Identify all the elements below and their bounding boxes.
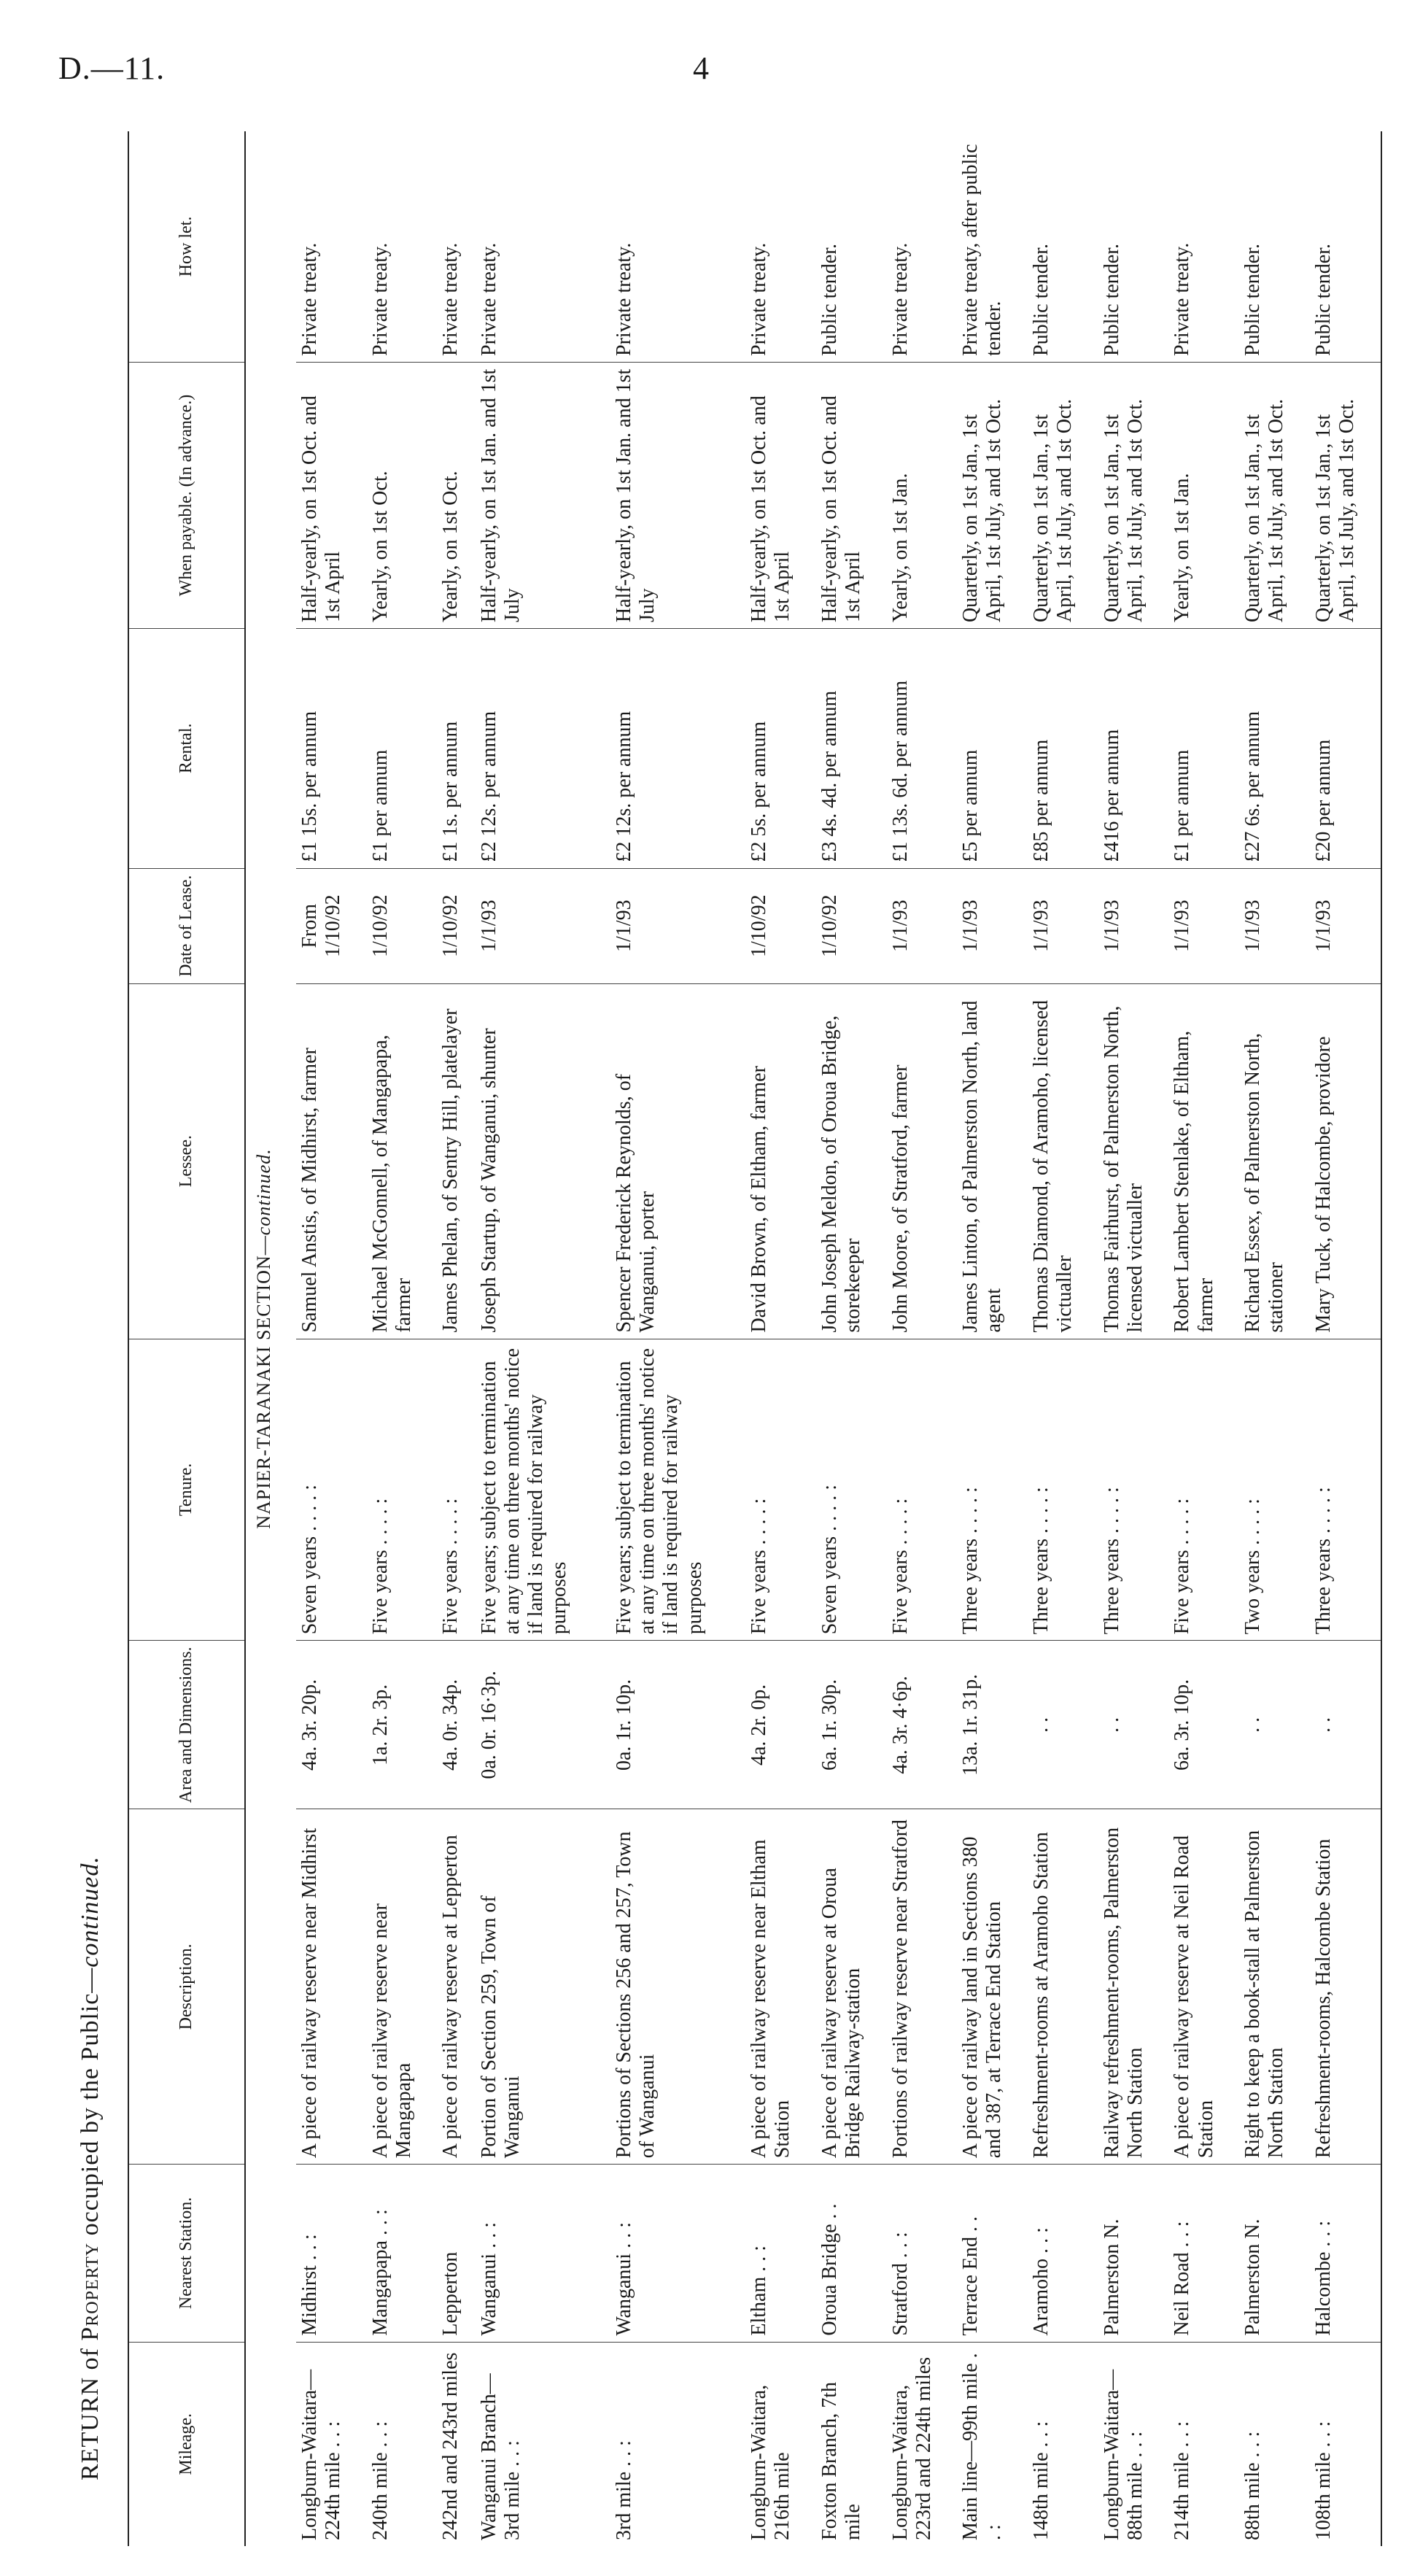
cell-payable: Quarterly, on 1st Jan., 1st April, 1st July, and 1st Oct.	[1098, 362, 1169, 628]
cell-rental: £27 6s. per annum	[1239, 629, 1310, 869]
cell-payable: Half-yearly, on 1st Jan. and 1st July	[476, 362, 610, 628]
cell-howlet: Private treaty.	[887, 131, 958, 362]
cell-station: Neil Road . . :	[1168, 2165, 1239, 2342]
col-header-mileage: Mileage.	[128, 2342, 245, 2546]
cell-station: Oroua Bridge . .	[816, 2165, 887, 2342]
cell-area: 4a. 3r. 20p.	[296, 1641, 367, 1809]
cell-station: Midhirst . . :	[296, 2165, 367, 2342]
col-header-rental: Rental.	[128, 629, 245, 869]
cell-tenure: Five years . . . . :	[745, 1339, 816, 1641]
cell-tenure: Five years . . . . :	[1168, 1339, 1239, 1641]
cell-date: 1/10/92	[367, 868, 438, 983]
cell-rental: £1 13s. 6d. per annum	[887, 629, 958, 869]
col-header-howlet: How let.	[128, 131, 245, 362]
cell-tenure: Five years . . . . :	[367, 1339, 438, 1641]
cell-description: Portion of Section 259, Town of Wanganui	[476, 1809, 610, 2165]
page-reference: D.—11.	[58, 50, 166, 86]
cell-station: Halcombe . . :	[1310, 2165, 1381, 2342]
cell-lessee: Michael McGonnell, of Mangapapa, farmer	[367, 983, 438, 1339]
cell-howlet: Private treaty.	[1168, 131, 1239, 362]
cell-date: 1/10/92	[437, 868, 475, 983]
section-heading-row	[245, 131, 296, 2546]
cell-area: . .	[1098, 1641, 1169, 1809]
table-row	[1028, 131, 1098, 2546]
cell-rental: £5 per annum	[957, 629, 1028, 869]
cell-description: A piece of railway reserve near Mangapapa	[367, 1809, 438, 2165]
cell-howlet: Public tender.	[1310, 131, 1381, 362]
cell-howlet: Private treaty.	[296, 131, 367, 362]
cell-rental: £85 per annum	[1028, 629, 1098, 869]
cell-mileage: Longburn-Waitara—224th mile . . :	[298, 2369, 345, 2540]
cell-date: 1/1/93	[476, 868, 610, 983]
title-property: Property	[77, 2242, 104, 2341]
cell-payable: Half-yearly, on 1st Jan. and 1st July	[610, 362, 745, 628]
col-header-station: Nearest Station.	[128, 2165, 245, 2342]
cell-lessee: Samuel Anstis, of Midhirst, farmer	[296, 983, 367, 1339]
cell-howlet: Private treaty, after public tender.	[957, 131, 1028, 362]
section-name: NAPIER-TARANAKI SECTION—	[253, 1235, 274, 1529]
cell-station: Eltham . . :	[745, 2165, 816, 2342]
cell-station: Palmerston N.	[1239, 2165, 1310, 2342]
table-row	[367, 131, 438, 2546]
cell-area: 4a. 3r. 4·6p.	[887, 1641, 958, 1809]
table-row	[887, 131, 958, 2546]
table-row	[296, 131, 367, 2546]
table-row	[1098, 131, 1169, 2546]
cell-mileage: 3rd mile . . :	[612, 2440, 635, 2540]
cell-description: Portions of Sections 256 and 257, Town of Wanganui	[610, 1809, 745, 2165]
cell-rental: £1 1s. per annum	[437, 629, 475, 869]
cell-station: Terrace End . .	[957, 2165, 1028, 2342]
page-title	[77, 948, 104, 2480]
cell-description: Right to keep a book-stall at Palmerston North Station	[1239, 1809, 1310, 2165]
col-header-payable: When payable. (In advance.)	[128, 362, 245, 628]
cell-payable: Quarterly, on 1st Jan., 1st April, 1st July, and 1st Oct.	[1239, 362, 1310, 628]
cell-description: A piece of railway reserve near Midhirst	[296, 1809, 367, 2165]
cell-payable: Quarterly, on 1st Jan., 1st April, 1st July, and 1st Oct.	[957, 362, 1028, 628]
table-row	[745, 131, 816, 2546]
cell-tenure: Seven years . . . . :	[816, 1339, 887, 1641]
cell-date: From 1/10/92	[296, 868, 367, 983]
cell-description: Refreshment-rooms, Halcombe Station	[1310, 1809, 1381, 2165]
cell-date: 1/1/93	[1310, 868, 1381, 983]
cell-lessee: Spencer Frederick Reynolds, of Wanganui, porter	[610, 983, 745, 1339]
cell-tenure: Two years . . . . :	[1239, 1339, 1310, 1641]
section-continued: continued.	[253, 1148, 274, 1236]
cell-mileage: 214th mile . . :	[1171, 2421, 1194, 2540]
cell-area: 0a. 1r. 10p.	[610, 1641, 745, 1809]
cell-date: 1/1/93	[957, 868, 1028, 983]
cell-tenure: Three years . . . . :	[1098, 1339, 1169, 1641]
cell-payable: Half-yearly, on 1st Oct. and 1st April	[816, 362, 887, 628]
cell-tenure: Five years; subject to termination at any time on three months' notice if land is required for railway purposes	[476, 1339, 610, 1641]
cell-mileage: 108th mile . . :	[1310, 2342, 1381, 2546]
cell-lessee: Robert Lambert Stenlake, of Eltham, farmer	[1168, 983, 1239, 1339]
col-header-date: Date of Lease.	[128, 868, 245, 983]
cell-station: Stratford . . :	[887, 2165, 958, 2342]
cell-area: . .	[1310, 1641, 1381, 1809]
cell-howlet: Private treaty.	[745, 131, 816, 362]
cell-payable: Yearly, on 1st Oct.	[367, 362, 438, 628]
cell-description: Railway refreshment-rooms, Palmerston North Station	[1098, 1809, 1169, 2165]
cell-mileage: 242nd and 243rd miles	[439, 2352, 462, 2540]
cell-area: . .	[1239, 1641, 1310, 1809]
cell-howlet: Private treaty.	[437, 131, 475, 362]
cell-description: Portions of railway reserve near Stratford	[887, 1809, 958, 2165]
cell-lessee: John Joseph Meldon, of Oroua Bridge, storekeeper	[816, 983, 887, 1339]
cell-payable: Yearly, on 1st Jan.	[1168, 362, 1239, 628]
cell-mileage: 148th mile . . :	[1029, 2421, 1052, 2540]
cell-howlet: Private treaty.	[476, 131, 610, 362]
cell-howlet: Private treaty.	[610, 131, 745, 362]
cell-lessee: James Phelan, of Sentry Hill, platelayer	[437, 983, 475, 1339]
cell-lessee: John Moore, of Stratford, farmer	[887, 983, 958, 1339]
cell-rental: £2 5s. per annum	[745, 629, 816, 869]
col-header-tenure: Tenure.	[128, 1339, 245, 1641]
cell-date: 1/1/93	[610, 868, 745, 983]
cell-payable: Half-yearly, on 1st Oct. and 1st April	[296, 362, 367, 628]
cell-mileage: 88th mile . . :	[1241, 2431, 1265, 2540]
cell-station: Wanganui . . :	[610, 2165, 745, 2342]
cell-lessee: Thomas Diamond, of Aramoho, licensed victualler	[1028, 983, 1098, 1339]
cell-rental: £1 per annum	[367, 629, 438, 869]
table-row	[1168, 131, 1239, 2546]
header-row	[128, 131, 245, 2546]
cell-description: A piece of railway reserve at Lepperton	[437, 1809, 475, 2165]
cell-area: . .	[1028, 1641, 1098, 1809]
col-header-description: Description.	[128, 1809, 245, 2165]
cell-date: 1/10/92	[745, 868, 816, 983]
cell-mileage: Main line—99th mile . . :	[959, 2353, 1006, 2540]
cell-date: 1/1/93	[1098, 868, 1169, 983]
cell-payable: Quarterly, on 1st Jan., 1st April, 1st July, and 1st Oct.	[1028, 362, 1098, 628]
cell-mileage: Longburn-Waitara, 216th mile	[748, 2384, 794, 2540]
cell-area: 1a. 2r. 3p.	[367, 1641, 438, 1809]
cell-station: Wanganui . . :	[476, 2165, 610, 2342]
cell-howlet: Public tender.	[1239, 131, 1310, 362]
cell-payable: Yearly, on 1st Jan.	[887, 362, 958, 628]
section-heading	[245, 131, 296, 2546]
cell-payable: Quarterly, on 1st Jan., 1st April, 1st July, and 1st Oct.	[1310, 362, 1381, 628]
cell-tenure: Five years; subject to termination at any time on three months' notice if land is required for railway purposes	[610, 1339, 745, 1641]
cell-rental: £2 12s. per annum	[610, 629, 745, 869]
cell-tenure: Five years . . . . :	[437, 1339, 475, 1641]
cell-station: Palmerston N.	[1098, 2165, 1169, 2342]
table-row	[437, 131, 475, 2546]
cell-area: 13a. 1r. 31p.	[957, 1641, 1028, 1809]
cell-tenure: Seven years . . . . :	[296, 1339, 367, 1641]
cell-howlet: Private treaty.	[367, 131, 438, 362]
cell-tenure: Five years . . . . :	[887, 1339, 958, 1641]
cell-description: A piece of railway reserve near Eltham Station	[745, 1809, 816, 2165]
table-row	[610, 131, 745, 2546]
cell-rental: £20 per annum	[1310, 629, 1381, 869]
table-row	[476, 131, 610, 2546]
cell-mileage: Longburn-Waitara—88th mile . . :	[1100, 2369, 1147, 2540]
cell-mileage: Longburn-Waitara, 223rd and 224th miles	[888, 2356, 935, 2540]
cell-date: 1/1/93	[887, 868, 958, 983]
cell-area: 6a. 3r. 10p.	[1168, 1641, 1239, 1809]
col-header-area: Area and Dimensions.	[128, 1641, 245, 1809]
table-row	[1310, 131, 1381, 2546]
cell-description: Refreshment-rooms at Aramoho Station	[1028, 1809, 1098, 2165]
cell-tenure: Three years . . . . :	[1310, 1339, 1381, 1641]
cell-payable: Half-yearly, on 1st Oct. and 1st April	[745, 362, 816, 628]
cell-rental: £416 per annum	[1098, 629, 1169, 869]
cell-area: 6a. 1r. 30p.	[816, 1641, 887, 1809]
cell-howlet: Public tender.	[816, 131, 887, 362]
table-row	[1239, 131, 1310, 2546]
cell-station: Mangapapa . . :	[367, 2165, 438, 2342]
cell-description: A piece of railway land in Sections 380 and 387, at Terrace End Station	[957, 1809, 1028, 2165]
cell-date: 1/1/93	[1239, 868, 1310, 983]
rotated-table-wrapper	[128, 131, 1382, 2546]
cell-rental: £2 12s. per annum	[476, 629, 610, 869]
cell-howlet: Public tender.	[1098, 131, 1169, 362]
table-row	[816, 131, 887, 2546]
cell-rental: £1 15s. per annum	[296, 629, 367, 869]
cell-description: A piece of railway reserve at Oroua Bridge Railway-station	[816, 1809, 887, 2165]
title-prefix: RETURN of	[77, 2340, 104, 2480]
property-return-table	[128, 131, 1382, 2546]
cell-area: 4a. 0r. 34p.	[437, 1641, 475, 1809]
cell-howlet: Public tender.	[1028, 131, 1098, 362]
cell-area: 0a. 0r. 16·3p.	[476, 1641, 610, 1809]
cell-date: 1/10/92	[816, 868, 887, 983]
cell-mileage: Wanganui Branch—3rd mile . . :	[477, 2373, 524, 2540]
cell-lessee: David Brown, of Eltham, farmer	[745, 983, 816, 1339]
cell-lessee: Mary Tuck, of Halcombe, providore	[1310, 983, 1381, 1339]
title-suffix: occupied by the Public—	[77, 1967, 104, 2243]
table-row	[957, 131, 1028, 2546]
cell-lessee: James Linton, of Palmerston North, land agent	[957, 983, 1028, 1339]
cell-tenure: Three years . . . . :	[1028, 1339, 1098, 1641]
cell-station: Aramoho . . :	[1028, 2165, 1098, 2342]
cell-lessee: Richard Essex, of Palmerston North, stationer	[1239, 983, 1310, 1339]
cell-lessee: Thomas Fairhurst, of Palmerston North, licensed victualler	[1098, 983, 1169, 1339]
cell-rental: £3 4s. 4d. per annum	[816, 629, 887, 869]
cell-station: Lepperton	[437, 2165, 475, 2342]
page-number: 4	[693, 50, 709, 86]
cell-lessee: Joseph Startup, of Wanganui, shunter	[476, 983, 610, 1339]
cell-mileage: 240th mile . . :	[368, 2421, 392, 2540]
cell-area: 4a. 2r. 0p.	[745, 1641, 816, 1809]
cell-tenure: Three years . . . . :	[957, 1339, 1028, 1641]
cell-date: 1/1/93	[1168, 868, 1239, 983]
cell-description: A piece of railway reserve at Neil Road Station	[1168, 1809, 1239, 2165]
cell-mileage: Foxton Branch, 7th mile	[818, 2382, 865, 2540]
cell-payable: Yearly, on 1st Oct.	[437, 362, 475, 628]
col-header-lessee: Lessee.	[128, 983, 245, 1339]
cell-date: 1/1/93	[1028, 868, 1098, 983]
cell-rental: £1 per annum	[1168, 629, 1239, 869]
title-continued: continued.	[77, 1856, 104, 1968]
